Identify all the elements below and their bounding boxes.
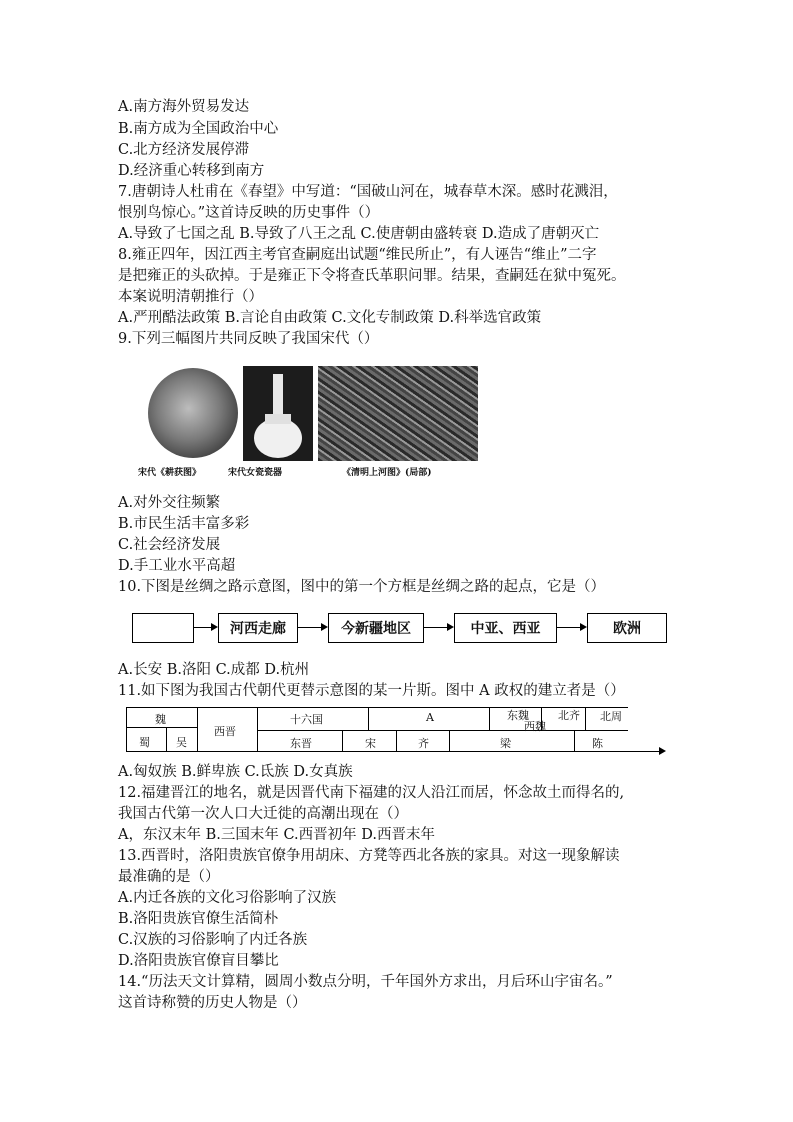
timeline-label: 东魏 (507, 709, 529, 722)
option-line: B.市民生活丰富多彩 (118, 516, 250, 532)
timeline-label: 西晋 (214, 725, 236, 738)
question-line: 是把雍正的头砍掉。于是雍正下令将查氏革职问罪。结果，查嗣廷在狱中冤死。 (118, 268, 626, 284)
option-line: A，东汉末年 B.三国末年 C.西晋初年 D.西晋末年 (118, 827, 435, 843)
option-line: C.汉族的习俗影响了内迁各族 (118, 932, 308, 948)
silk-road-start-box (132, 613, 194, 643)
timeline-label: 齐 (418, 737, 429, 750)
option-line: A.对外交往频繁 (118, 495, 221, 511)
arrow-icon (194, 627, 216, 628)
question-line: 10.下图是丝绸之路示意图，图中的第一个方框是丝绸之路的起点，它是（） (118, 579, 606, 595)
photo-caption: 宋代女瓷瓷器 (228, 468, 283, 478)
timeline-label: 蜀 (139, 736, 150, 749)
porcelain-vase-image (243, 366, 313, 461)
option-line: D.洛阳贵族官僚盲目攀比 (118, 953, 279, 969)
question-line: 11.如下图为我国古代朝代更替示意图的某一片斯。图中 A 政权的建立者是（） (118, 683, 625, 699)
timeline-label: 东晋 (290, 737, 312, 750)
option-line: B.南方成为全国政治中心 (118, 121, 279, 137)
question-line: 本案说明清朝推行（） (118, 289, 263, 305)
timeline-label: 西魏 (524, 720, 546, 733)
question-line: 恨别鸟惊心。”这首诗反映的历史事件（） (118, 205, 380, 221)
question-line: 我国古代第一次人口大迁徙的高潮出现在（） (118, 806, 408, 822)
timeline-label: 北齐 (558, 709, 580, 722)
photo-caption: 《清明上河图》(局部) (342, 468, 432, 478)
option-line: A.南方海外贸易发达 (118, 99, 250, 115)
arrow-icon (298, 627, 326, 628)
farming-painting-image (148, 368, 238, 458)
silk-road-box: 中亚、西亚 (454, 613, 557, 643)
timeline-label: A (426, 711, 434, 724)
question-line: 12.福建晋江的地名，就是因晋代南下福建的汉人沿江而居，怀念故土而得名的, (118, 785, 625, 801)
question-line: 14.“历法天文计算精，圆周小数点分明，千年国外方求出，月后环山宇宙名。” (118, 974, 613, 990)
silk-road-box: 欧洲 (587, 613, 667, 643)
option-line: A.长安 B.洛阳 C.成都 D.杭州 (118, 662, 310, 678)
option-line: A.导致了七国之乱 B.导致了八王之乱 C.使唐朝由盛转衰 D.造成了唐朝灭亡 (118, 226, 600, 242)
arrow-icon (557, 627, 585, 628)
arrow-icon (424, 627, 452, 628)
option-line: C.社会经济发展 (118, 537, 221, 553)
option-line: B.洛阳贵族官僚生活简朴 (118, 911, 279, 927)
timeline-label: 梁 (500, 737, 511, 750)
timeline-label: 十六国 (290, 713, 323, 726)
option-line: D.经济重心转移到南方 (118, 163, 265, 179)
option-line: C.北方经济发展停滞 (118, 142, 250, 158)
timeline-label: 陈 (592, 737, 603, 750)
qingming-painting-image (318, 366, 478, 461)
question-line: 这首诗称赞的历史人物是（） (118, 995, 307, 1011)
silk-road-box: 今新疆地区 (328, 613, 424, 643)
option-line: D.手工业水平高超 (118, 558, 236, 574)
timeline-label: 吴 (176, 736, 187, 749)
question-line: 8.雍正四年，因江西主考官查嗣庭出试题“维民所止”，有人诬告“维止”二字 (118, 247, 597, 263)
timeline-arrow-icon (628, 751, 664, 752)
photo-caption: 宋代《耕获图》 (138, 468, 202, 478)
silk-road-box: 河西走廊 (218, 613, 298, 643)
question-line: 7.唐朝诗人杜甫在《春望》中写道：“国破山河在，城春草木深。感时花溅泪， (118, 184, 618, 200)
timeline-label: 北周 (600, 710, 622, 723)
option-line: A.严刑酷法政策 B.言论自由政策 C.文化专制政策 D.科举选官政策 (118, 310, 542, 326)
timeline-label: 宋 (365, 737, 376, 750)
timeline-label: 魏 (155, 713, 166, 726)
option-line: A.匈奴族 B.鲜卑族 C.氐族 D.女真族 (118, 764, 353, 780)
question-line: 9.下列三幅图片共同反映了我国宋代（） (118, 331, 379, 347)
question-line: 13.西晋时，洛阳贵族官僚争用胡床、方凳等西北各族的家具。对这一现象解读 (118, 848, 620, 864)
question-line: 最准确的是（） (118, 869, 220, 885)
option-line: A.内迁各族的文化习俗影响了汉族 (118, 890, 337, 906)
